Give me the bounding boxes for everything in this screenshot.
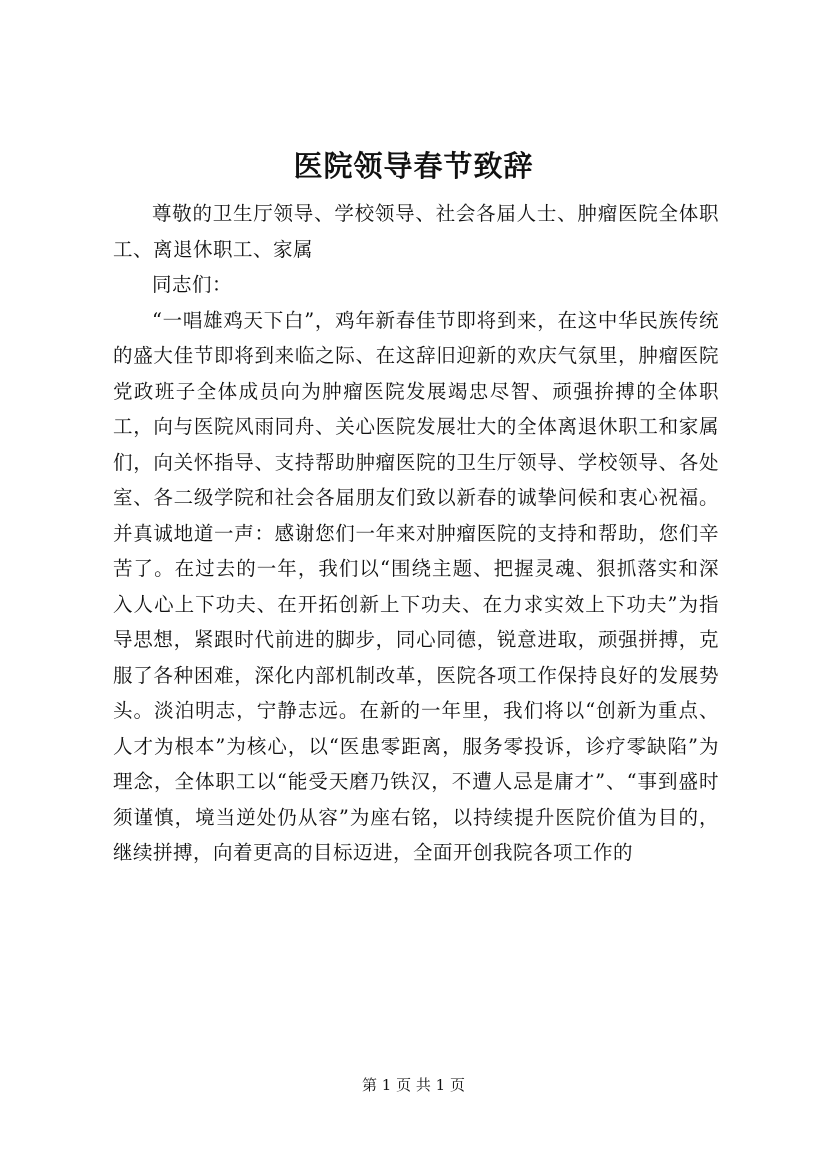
salutation-paragraph: 尊敬的卫生厅领导、学校领导、社会各届人士、肿瘤医院全体职工、离退休职工、家属 [113,202,719,261]
main-paragraph: “一唱雄鸡天下白”，鸡年新春佳节即将到来，在这中华民族传统的盛大佳节即将到来临之际、在这辞旧迎新的欢庆气氛里，肿瘤医院党政班子全体成员向为肿瘤医院发展竭忠尽智、顽强拚搏的全体职工，向与医院风雨同舟、关心医院发展壮大的全体离退休职工和家属们，向关怀指导、支持帮助肿瘤医院的卫生厅领导、学校领导、各处室、各二级学院和社会各届朋友们致以新春的诚挚问候和衷心祝福。并真诚地道一声：感谢您们一年来对肿瘤医院的支持和帮助，您们辛苦了。在过去的一年，我们以“围绕主题、把握灵魂、狠抓落实和深入人心上下功夫、在开拓创新上下功夫、在力求实效上下功夫”为指导思想，紧跟时代前进的脚步，同心同德，锐意进取，顽强拼搏，克服了各种困难，深化内部机制改革，医院各项工作保持良好的发展势头。淡泊明志，宁静志远。在新的一年里，我们将以“创新为重点、人才为根本”为核心，以“医患零距离，服务零投诉，诊疗零缺陷”为理念，全体职工以“能受天磨乃铁汉，不遭人忌是庸才”、“事到盛时须谨慎，境当逆处仍从容”为座右铭，以持续提升医院价值为目的，继续拼搏，向着更高的目标迈进，全面开创我院各项工作的 [113,308,719,864]
page-footer: 第 1 页 共 1 页 [362,1076,465,1094]
greeting-paragraph: 同志们： [152,273,233,296]
document-body [113,196,719,871]
document-title: 医院领导春节致辞 [293,149,534,183]
